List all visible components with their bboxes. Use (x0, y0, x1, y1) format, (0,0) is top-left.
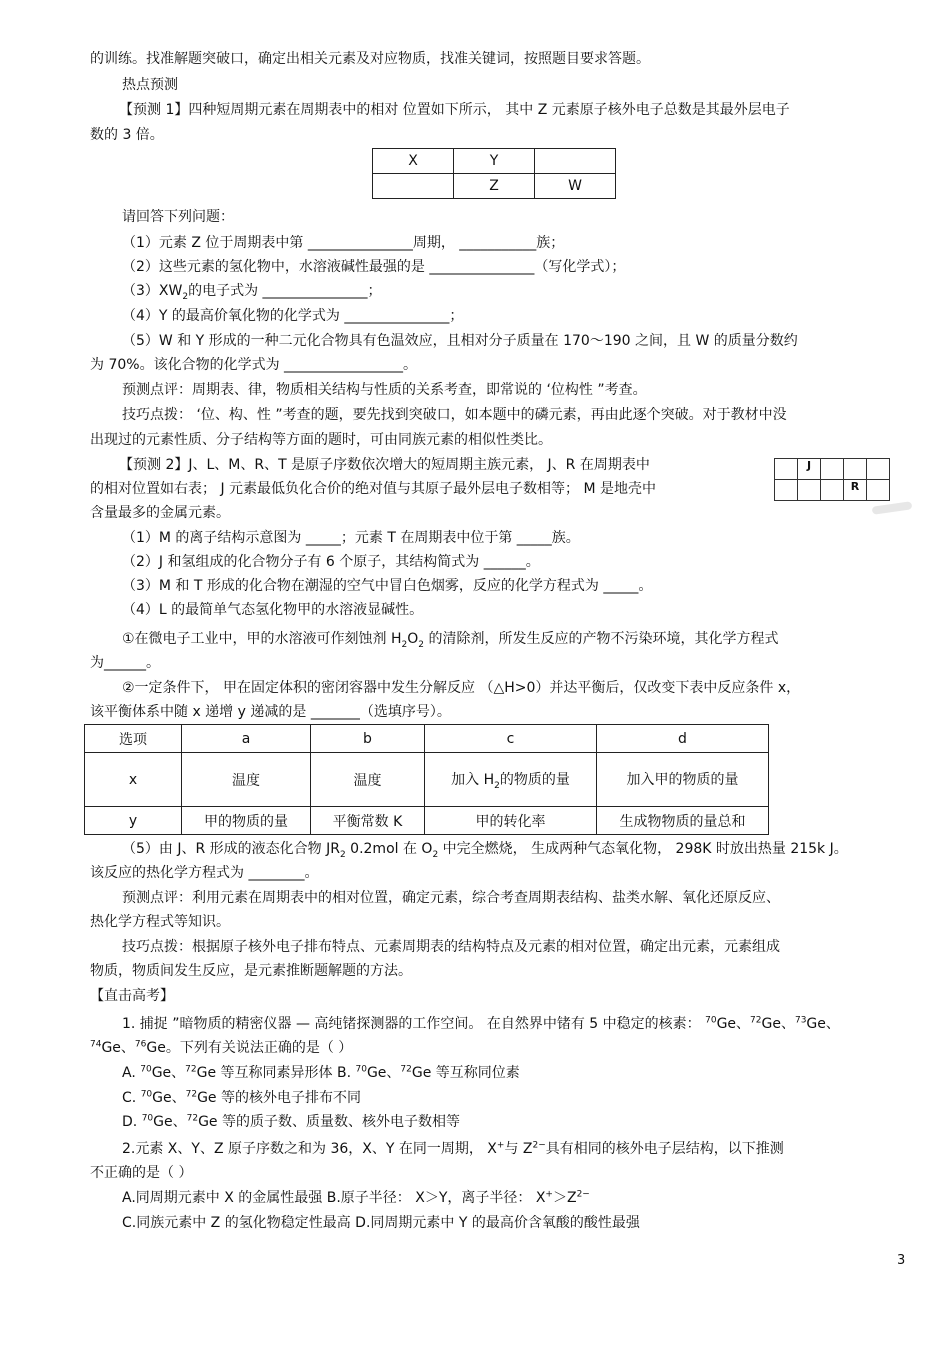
table-header: d (597, 725, 769, 753)
table-cell: 甲的物质的量 (182, 807, 311, 835)
text-line: （2）这些元素的氢化物中，水溶液碱性最强的是 _______________（写化学式）； (122, 259, 626, 275)
text-line: 数的 3 倍。 (90, 127, 164, 143)
text-line: ①在微电子工业中，甲的水溶液可作刻蚀剂 $H_2O_2$ 的清除剂，所发生反应的产物不污染环境，其化学方程式 (122, 631, 779, 650)
text-line: 预测点评：周期表、律，物质相关结构与性质的关系考查，即常说的 ‘位构性 ”考查。 (122, 382, 647, 398)
option-line: A. $^{70}$Ge、$^{72}$Ge 等互称同素异形体 B. $^{70}$Ge、$^{72}$Ge 等互称同位素 (122, 1064, 520, 1081)
text-line: $(3)XW_2$的电子式为 _______________； (122, 283, 382, 302)
table-cell: 温度 (311, 753, 425, 807)
text-line: 出现过的元素性质、分子结构等方面的题时，可由同族元素的相似性类比。 (90, 432, 552, 448)
row-label: y (85, 807, 182, 835)
text-line: （5）由 J、R 形成的液态化合物 $JR_2$ 0.2mol 在 $O_2$ 中完全燃烧， 生成两种气态氧化物， 298K 时放出热量 215k J。 (122, 841, 848, 860)
question-line: $^{74}$Ge、$^{76}$Ge。下列有关说法正确的是（ ） (90, 1039, 353, 1056)
condition-table (84, 724, 769, 835)
question-line: 1. 捕捉 ”暗物质的精密仪器 — 高纯锗探测器的工作空间。 在自然界中锗有 5 中稳定的核素： $^{70}$Ge、$^{72}$Ge、$^{73}$Ge、 (122, 1015, 840, 1032)
option-line: C. $^{70}$Ge、$^{72}$Ge 等的核外电子排布不同 (122, 1089, 361, 1106)
text-line: 请回答下列问题： (122, 209, 234, 225)
text-line: ②一定条件下， 甲在固定体积的密闭容器中发生分解反应 （△H>0）并达平衡后，仅改变下表中反应条件 x， (122, 680, 801, 696)
grid-cell (775, 480, 798, 501)
option-line: C.同族元素中 Z 的氢化物稳定性最高 D.同周期元素中 Y 的最高价含氧酸的酸性最强 (122, 1215, 640, 1231)
table-cell: Z (454, 174, 535, 199)
scan-smudge (872, 501, 913, 514)
grid-cell (821, 480, 844, 501)
table-cell: 加入甲的物质的量 (597, 753, 769, 807)
grid-cell (867, 480, 890, 501)
page-number: 3 (897, 1253, 906, 1268)
option-line: D. $^{70}$Ge、$^{72}$Ge 等的质子数、质量数、核外电子数相等 (122, 1113, 460, 1130)
table-cell: X (373, 149, 454, 174)
text-line: 技巧点拨：根据原子核外电子排布特点、元素周期表的结构特点及元素的相对位置，确定出元素，元素组成 (122, 939, 780, 955)
periodic-position-table (372, 148, 616, 199)
table-cell: Y (454, 149, 535, 174)
table-cell: 平衡常数 K (311, 807, 425, 835)
grid-cell (775, 459, 798, 480)
text-line: 的训练。找准解题突破口，确定出相关元素及对应物质，找准关键词，按照题目要求答题。 (90, 51, 650, 67)
text-line: 【预测 2】J、L、M、R、T 是原子序数依次增大的短周期主族元素， J、R 在周期表中 (119, 457, 650, 473)
text-line: （1）M 的离子结构示意图为 _____；元素 T 在周期表中位于第 _____族。 (122, 530, 580, 546)
text-line: 技巧点拨： ‘位、构、性 ”考查的题，要先找到突破口，如本题中的磷元素，再由此逐个突破。对于教材中没 (122, 407, 787, 423)
grid-cell (844, 459, 867, 480)
text-line: 该平衡体系中随 x 递增 y 递减的是 _______（选填序号）。 (90, 704, 451, 720)
table-cell: 加入 $H_2$的物质的量 (425, 753, 597, 807)
text-line: （4）L 的最简单气态氢化物甲的水溶液显碱性。 (122, 602, 424, 618)
section-heading: 【直击高考】 (90, 988, 174, 1004)
text-line: （1）元素 Z 位于周期表中第 _______________周期， ___________族； (122, 235, 565, 251)
option-line: A.同周期元素中 X 的金属性最强 B.原子半径： X＞Y，离子半径： $X^+>Z^{2-}$ (122, 1189, 590, 1206)
text-line: （2）J 和氢组成的化合物分子有 6 个原子，其结构简式为 ______。 (122, 554, 540, 570)
text-line: 物质，物质间发生反应，是元素推断题解题的方法。 (90, 963, 412, 979)
text-line: 为 70%。该化合物的化学式为 _________________。 (90, 357, 418, 373)
text-line: （5）W 和 Y 形成的一种二元化合物具有色温效应，且相对分子质量在 170～190 之间，且 W 的质量分数约 (122, 333, 798, 349)
jr-position-grid (774, 458, 890, 501)
text-line: 为______。 (90, 655, 160, 671)
text-line: （4）Y 的最高价氧化物的化学式为 _______________； (122, 308, 464, 324)
grid-cell (798, 480, 821, 501)
table-cell (535, 149, 616, 174)
grid-cell-r: R (844, 480, 867, 501)
row-label: x (85, 753, 182, 807)
question-line: 2.元素 X、Y、Z 原子序数之和为 36，X、Y 在同一周期， X+与 $Z^{2-}$具有相同的核外电子层结构，以下推测 (122, 1140, 784, 1157)
table-cell: 生成物物质的量总和 (597, 807, 769, 835)
table-header: c (425, 725, 597, 753)
text-line: （3）M 和 T 形成的化合物在潮湿的空气中冒白色烟雾，反应的化学方程式为 _____。 (122, 578, 653, 594)
text-line: 热化学方程式等知识。 (90, 914, 230, 930)
table-cell: W (535, 174, 616, 199)
text-line: 【预测 1】四种短周期元素在周期表中的相对 位置如下所示， 其中 Z 元素原子核外电子总数是其最外层电子 (119, 102, 790, 118)
text-line: 预测点评：利用元素在周期表中的相对位置，确定元素，综合考查周期表结构、盐类水解、氧化还原反应、 (122, 890, 780, 906)
section-heading: 热点预测 (122, 77, 178, 93)
table-header: 选项 (85, 725, 182, 753)
table-header: a (182, 725, 311, 753)
text-line: 含量最多的金属元素。 (90, 505, 230, 521)
question-line: 不正确的是（ ） (90, 1165, 193, 1181)
grid-cell-j: J (798, 459, 821, 480)
table-cell (373, 174, 454, 199)
grid-cell (821, 459, 844, 480)
text-line: 该反应的热化学方程式为 ________。 (90, 865, 319, 881)
table-cell: 甲的转化率 (425, 807, 597, 835)
table-cell: 温度 (182, 753, 311, 807)
table-header: b (311, 725, 425, 753)
text-line: 的相对位置如右表； J 元素最低负化合价的绝对值与其原子最外层电子数相等； M 是地壳中 (90, 481, 657, 497)
grid-cell (867, 459, 890, 480)
